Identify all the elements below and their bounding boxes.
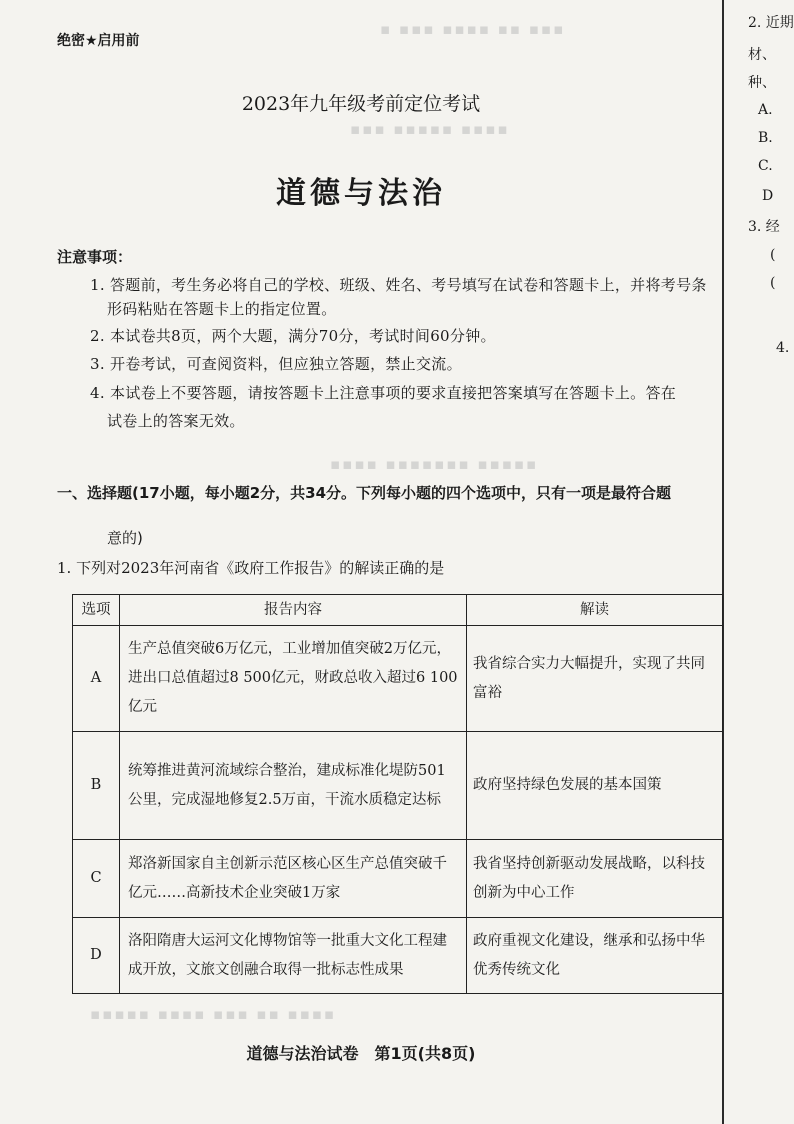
next-column-fragment: D [762, 188, 774, 204]
row-option: D [73, 918, 120, 994]
row-content: 洛阳隋唐大运河文化博物馆等一批重大文化工程建成开放，文旅文创融合取得一批标志性成果 [120, 918, 467, 994]
next-column-fragment: 材、 [748, 47, 776, 63]
next-column-fragment: ( [770, 247, 776, 263]
header-reading: 解读 [467, 595, 723, 626]
table-row [73, 626, 723, 732]
row-content: 生产总值突破6万亿元，工业增加值突破2万亿元，进出口总值超过8 500亿元，财政总收入超过6 100亿元 [120, 626, 467, 732]
section-heading-line-1: 一、选择题(17小题，每小题2分，共34分。下列每小题的四个选项中，只有一项是最符合题 [57, 484, 672, 502]
page-footer: 道德与法治试卷 第1页(共8页) [246, 1044, 476, 1063]
question-1-table [72, 594, 723, 994]
next-column-fragment: 3. 经 [748, 219, 780, 235]
note-item-4-line-1: 4. 本试卷上不要答题，请按答题卡上注意事项的要求直接把答案填写在答题卡上。答在 [90, 384, 677, 402]
notes-heading: 注意事项： [57, 248, 133, 266]
table-row [73, 840, 723, 918]
exam-title: 2023年九年级考前定位考试 [241, 93, 481, 115]
question-1-stem: 1. 下列对2023年河南省《政府工作报告》的解读正确的是 [57, 559, 445, 577]
note-item-4-line-2: 试卷上的答案无效。 [107, 412, 245, 430]
header-content: 报告内容 [120, 595, 467, 626]
row-option: C [73, 840, 120, 918]
row-content: 郑洛新国家自主创新示范区核心区生产总值突破千亿元……高新技术企业突破1万家 [120, 840, 467, 918]
next-column-fragment: 2. 近期 [748, 15, 794, 31]
table-header-row [73, 595, 723, 626]
row-reading: 我省综合实力大幅提升，实现了共同富裕 [467, 626, 723, 732]
bleed-through-text: ▪▪▪▪ ▪▪▪▪▪▪▪ ▪▪▪▪▪ [330, 455, 539, 473]
note-item-1-line-1: 1. 答题前，考生务必将自己的学校、班级、姓名、考号填写在试卷和答题卡上，并将考号条 [90, 276, 707, 294]
row-reading: 政府重视文化建设，继承和弘扬中华优秀传统文化 [467, 918, 723, 994]
next-column-fragment: B. [758, 130, 773, 146]
bleed-through-text: ▪▪▪▪▪ ▪▪▪▪ ▪▪▪ ▪▪ ▪▪▪▪ [90, 1005, 337, 1023]
table-row [73, 732, 723, 840]
bleed-through-text: ▪▪▪ ▪▪▪▪▪ ▪▪▪▪ [350, 120, 510, 138]
bleed-through-text: ▪ ▪▪▪ ▪▪▪▪ ▪▪ ▪▪▪ [380, 20, 566, 38]
row-content: 统筹推进黄河流域综合整治，建成标准化堤防501公里，完成湿地修复2.5万亩，干流水质稳定达标 [120, 732, 467, 840]
next-column-fragment: ( [770, 275, 776, 291]
note-item-3: 3. 开卷考试，可查阅资料，但应独立答题，禁止交流。 [90, 355, 462, 373]
table-row [73, 918, 723, 994]
next-column-fragment: 4. [776, 340, 790, 356]
row-option: A [73, 626, 120, 732]
section-heading-line-2: 意的) [107, 529, 143, 547]
next-column-fragment: C. [758, 158, 773, 174]
confidential-label: 绝密★启用前 [57, 33, 140, 49]
header-option: 选项 [73, 595, 120, 626]
subject-title: 道德与法治 [276, 176, 446, 211]
next-column-fragment: 种、 [748, 75, 776, 91]
row-reading: 政府坚持绿色发展的基本国策 [467, 732, 723, 840]
note-item-1-line-2: 形码粘贴在答题卡上的指定位置。 [107, 300, 337, 318]
row-reading: 我省坚持创新驱动发展战略，以科技创新为中心工作 [467, 840, 723, 918]
row-option: B [73, 732, 120, 840]
next-column-fragment: A. [758, 102, 773, 118]
note-item-2: 2. 本试卷共8页，两个大题，满分70分，考试时间60分钟。 [90, 327, 496, 345]
